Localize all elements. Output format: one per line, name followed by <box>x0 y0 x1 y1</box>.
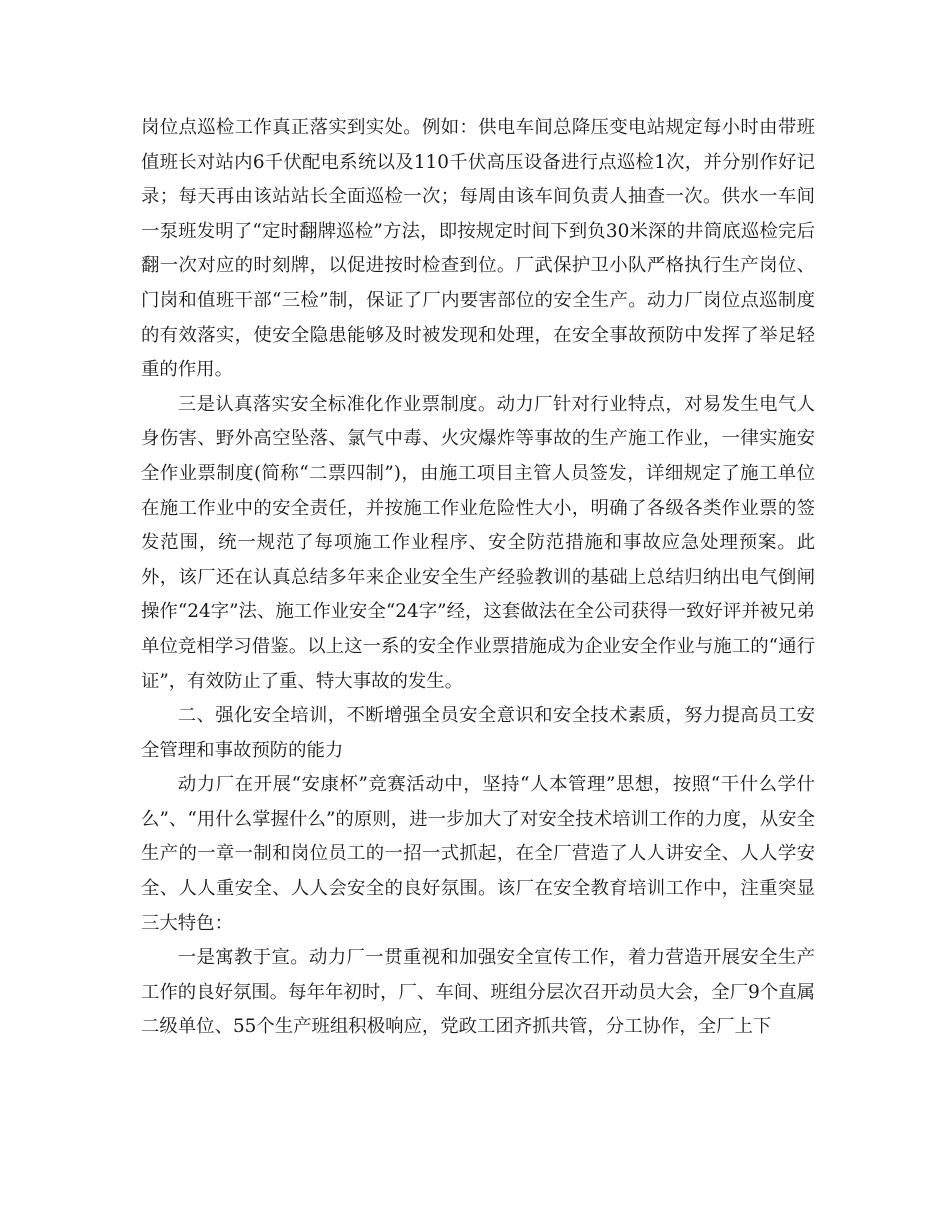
paragraph-education-publicity: 一是寓教于宣。动力厂一贯重视和加强安全宣传工作，着力营造开展安全生产工作的良好氛围。每年年初时，厂、车间、班组分层次召开动员大会，全厂9个直属二级单位、55个生产班组积极响应，党政工团齐抓共管，分工协作，全厂上下 <box>141 947 815 1038</box>
paragraph-work-ticket: 三是认真落实安全标准化作业票制度。动力厂针对行业特点，对易发生电气人身伤害、野外高空坠落、氯气中毒、火灾爆炸等事故的生产施工作业，一律实施安全作业票制度(简称“二票四制”)，由施工项目主管人员签发，详细规定了施工单位在施工作业中的安全责任，并按施工作业危险性大小，明确了各级各类作业票的签发范围，统一规范了每项施工作业程序、安全防范措施和事故应急处理预案。此外，该厂还在认真总结多年来企业安全生产经验教训的基础上总结归纳出电气倒闸操作“24字”法、施工作业安全“24字”经，这套做法在全公司获得一致好评并被兄弟单位竞相学习借鉴。以上这一系的安全作业票措施成为企业安全作业与施工的“通行证”，有效防止了重、特大事故的发生。 <box>141 393 815 692</box>
document-page <box>141 111 815 1045</box>
paragraph-ankang-cup: 动力厂在开展“安康杯”竞赛活动中，坚持“人本管理”思想，按照“干什么学什么”、“用什么掌握什么”的原则，进一步加大了对安全技术培训工作的力度，从安全生产的一章一制和岗位员工的一招一式抓起，在全厂营造了人人讲安全、人人学安全、人人重安全、人人会安全的良好氛围。该厂在安全教育培训工作中，注重突显三大特色： <box>141 774 815 934</box>
paragraph-continuation: 岗位点巡检工作真正落实到实处。例如：供电车间总降压变电站规定每小时由带班值班长对站内6千伏配电系统以及110千伏高压设备进行点巡检1次，并分别作好记录；每天再由该站站长全面巡检一次；每周由该车间负责人抽查一次。供水一车间一泵班发明了“定时翻牌巡检”方法，即按规定时间下到负30米深的井筒底巡检完后翻一次对应的时刻牌，以促进按时检查到位。厂武保护卫小队严格执行生产岗位、门岗和值班干部“三检”制，保证了厂内要害部位的安全生产。动力厂岗位点巡制度的有效落实，使安全隐患能够及时被发现和处理，在安全事故预防中发挥了举足轻重的作用。 <box>141 117 815 381</box>
section-heading-training: 二、强化安全培训，不断增强全员安全意识和安全技术素质，努力提高员工安全管理和事故预防的能力 <box>141 705 815 761</box>
